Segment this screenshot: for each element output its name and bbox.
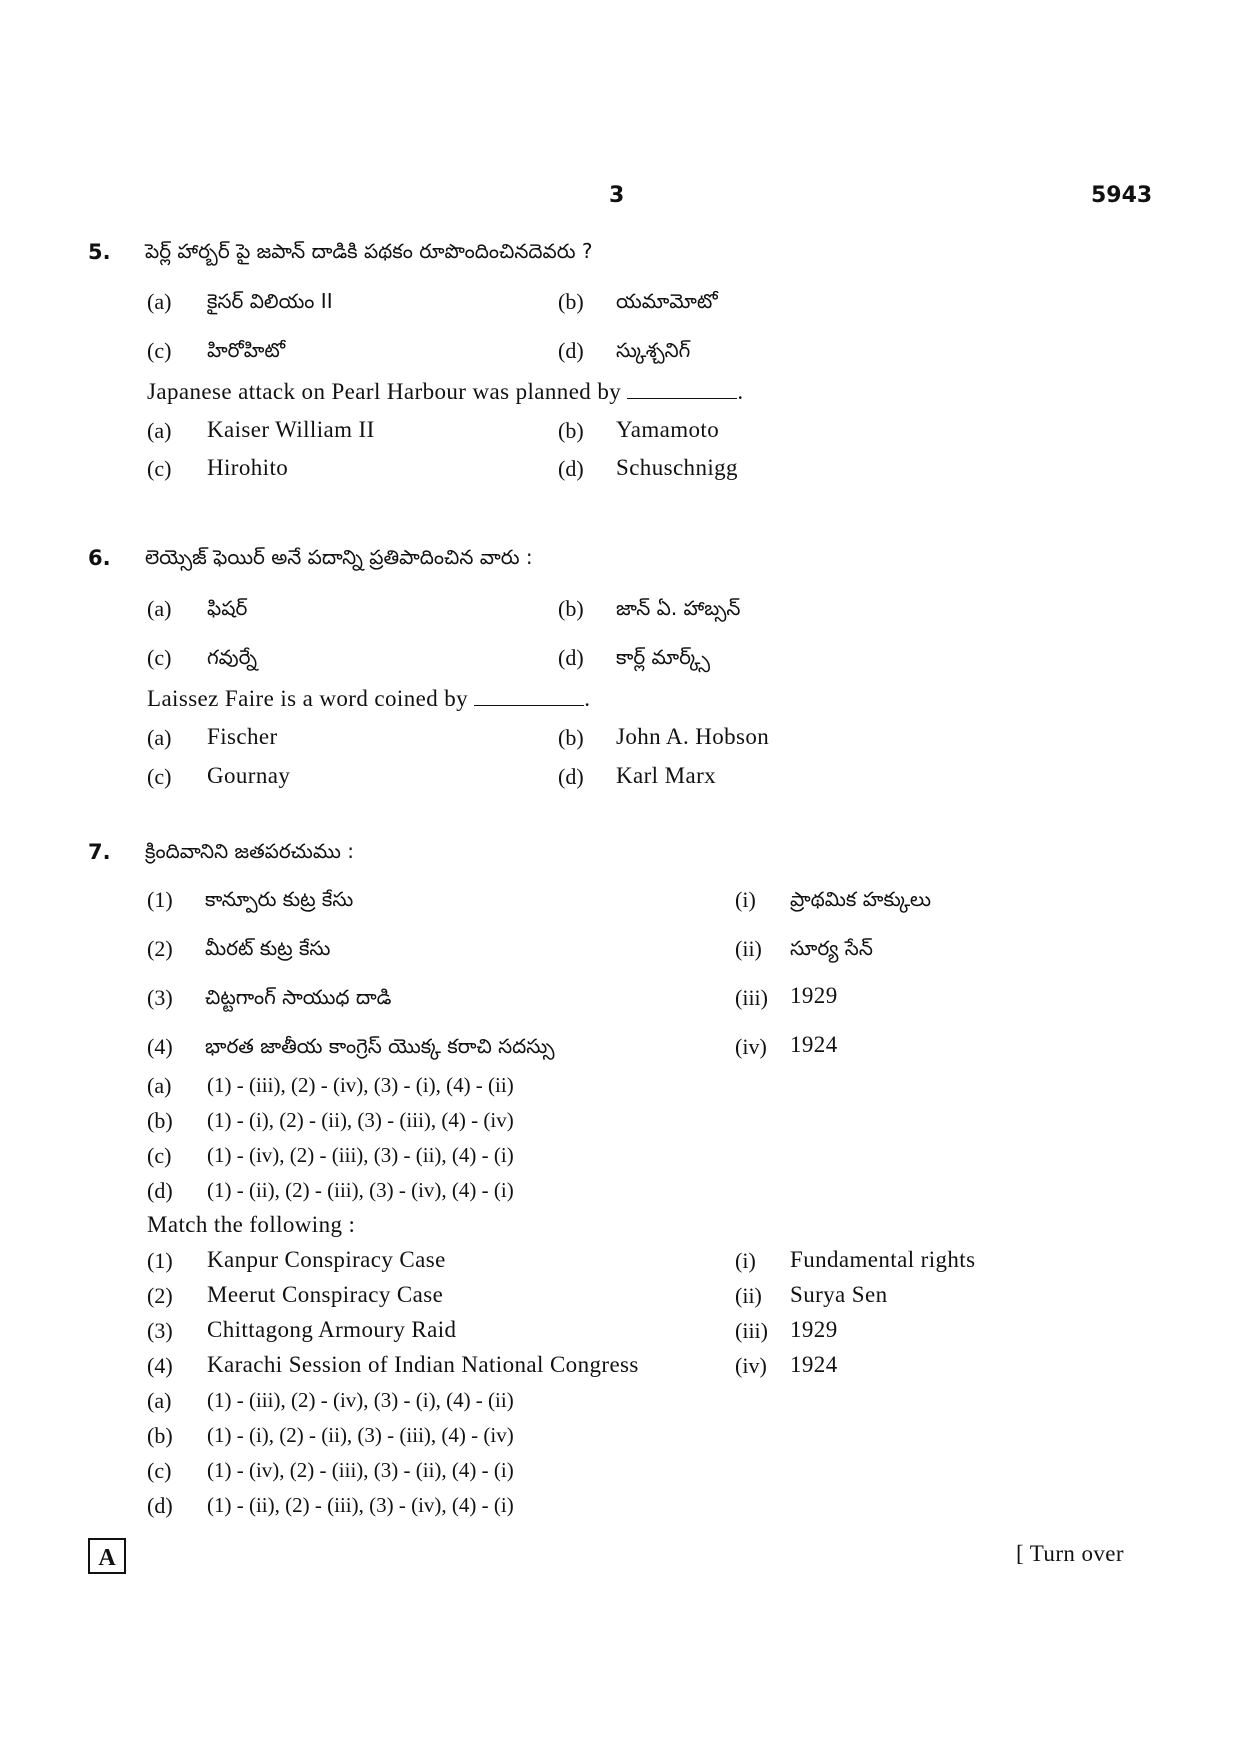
question-text-telugu: లెయ్సెజ్ ఫెయిర్ అనే పదాన్ని ప్రతిపాదించిన వారు : [145, 545, 533, 569]
option-marker: (d) [558, 456, 584, 481]
option-marker: (b) [147, 1108, 173, 1133]
paper-code: 5943 [1091, 183, 1153, 208]
option-text: (1) - (iv), (2) - (iii), (3) - (ii), (4) - (i) [207, 1458, 514, 1482]
match-right-marker: (i) [735, 1248, 756, 1273]
match-left-english: Karachi Session of Indian National Congress [207, 1352, 639, 1377]
option-text: (1) - (ii), (2) - (iii), (3) - (iv), (4) - (i) [207, 1493, 514, 1517]
turn-over-note: [ Turn over [1016, 1541, 1124, 1566]
match-right-english: 1929 [790, 1317, 838, 1342]
option-text-telugu: జాన్ ఏ. హాబ్సన్ [616, 596, 741, 620]
match-right-marker: (iv) [735, 1353, 767, 1378]
question-text-english: Japanese attack on Pearl Harbour was planned by . [147, 379, 744, 404]
option-marker: (b) [558, 289, 584, 314]
question-number: 5. [88, 240, 111, 264]
match-right-telugu: 1929 [790, 983, 838, 1008]
option-marker: (c) [147, 1143, 172, 1168]
option-text: (1) - (iii), (2) - (iv), (3) - (i), (4) - (ii) [207, 1073, 514, 1097]
match-left-english: Meerut Conspiracy Case [207, 1282, 444, 1307]
match-right-marker: (ii) [735, 936, 762, 961]
option-marker: (d) [558, 338, 584, 363]
option-text-english: John A. Hobson [616, 724, 770, 749]
match-right-telugu: సూర్య సేన్ [790, 936, 873, 960]
option-marker: (b) [558, 725, 584, 750]
option-text-english: Schuschnigg [616, 455, 738, 480]
match-left-marker: (2) [147, 1283, 173, 1308]
option-marker: (d) [147, 1178, 173, 1203]
option-text-english: Karl Marx [616, 763, 717, 788]
option-text-english: Gournay [207, 763, 291, 788]
option-marker: (a) [147, 1073, 172, 1098]
match-right-telugu: ప్రాథమిక హక్కులు [790, 887, 932, 911]
option-text: (1) - (ii), (2) - (iii), (3) - (iv), (4) - (i) [207, 1178, 514, 1202]
match-left-marker: (3) [147, 985, 173, 1010]
option-marker: (c) [147, 764, 172, 789]
option-marker: (d) [147, 1493, 173, 1518]
question-text-telugu: క్రిందివానిని జతపరచుము : [145, 839, 355, 863]
option-marker: (d) [558, 764, 584, 789]
option-text: (1) - (iv), (2) - (iii), (3) - (ii), (4) - (i) [207, 1143, 514, 1167]
match-left-marker: (1) [147, 1248, 173, 1273]
match-left-marker: (1) [147, 887, 173, 912]
match-right-marker: (iii) [735, 985, 768, 1010]
option-marker: (b) [147, 1423, 173, 1448]
page-number: 3 [609, 183, 625, 208]
answer-blank [627, 380, 737, 399]
option-text: (1) - (i), (2) - (ii), (3) - (iii), (4) - (iv) [207, 1423, 514, 1447]
question-text-telugu: పెర్ల్ హార్బర్ పై జపాన్ దాడికి పథకం రూపొందించినదెవరు ? [145, 239, 593, 263]
option-text-telugu: స్కుశ్చనిగ్ [616, 338, 691, 362]
match-left-marker: (3) [147, 1318, 173, 1343]
option-marker: (c) [147, 456, 172, 481]
option-marker: (c) [147, 1458, 172, 1483]
series-code-box: A [88, 1538, 126, 1574]
option-text-telugu: కార్ల్ మార్క్స్ [616, 645, 710, 669]
option-text-telugu: కైసర్ విలియం II [207, 289, 333, 313]
option-marker: (a) [147, 725, 172, 750]
answer-blank [474, 687, 584, 706]
option-marker: (b) [558, 596, 584, 621]
option-text-telugu: హిరోహిటో [207, 338, 286, 362]
match-left-english: Kanpur Conspiracy Case [207, 1247, 446, 1272]
option-text: (1) - (iii), (2) - (iv), (3) - (i), (4) - (ii) [207, 1388, 514, 1412]
question-number: 6. [88, 546, 111, 570]
match-right-english: Surya Sen [790, 1282, 888, 1307]
option-text-telugu: యమామోటో [616, 289, 718, 313]
match-right-marker: (iii) [735, 1318, 768, 1343]
question-text-english: Match the following : [147, 1212, 356, 1237]
option-marker: (b) [558, 418, 584, 443]
option-marker: (c) [147, 645, 172, 670]
option-text-telugu: ఫిషర్ [207, 596, 248, 620]
match-right-english: Fundamental rights [790, 1247, 976, 1272]
option-marker: (a) [147, 596, 172, 621]
option-text-english: Kaiser William II [207, 417, 375, 442]
match-right-english: 1924 [790, 1352, 838, 1377]
match-right-marker: (iv) [735, 1034, 767, 1059]
question-number: 7. [88, 840, 111, 864]
option-marker: (a) [147, 289, 172, 314]
match-left-marker: (2) [147, 936, 173, 961]
option-text-english: Fischer [207, 724, 278, 749]
match-right-marker: (i) [735, 887, 756, 912]
option-marker: (a) [147, 418, 172, 443]
match-left-marker: (4) [147, 1353, 173, 1378]
match-left-telugu: చిట్టగాంగ్ సాయుధ దాడి [205, 985, 392, 1009]
match-left-english: Chittagong Armoury Raid [207, 1317, 457, 1342]
option-text-english: Yamamoto [616, 417, 720, 442]
option-marker: (c) [147, 338, 172, 363]
option-marker: (a) [147, 1388, 172, 1413]
match-left-marker: (4) [147, 1034, 173, 1059]
option-text: (1) - (i), (2) - (ii), (3) - (iii), (4) - (iv) [207, 1108, 514, 1132]
match-right-marker: (ii) [735, 1283, 762, 1308]
match-right-telugu: 1924 [790, 1032, 838, 1057]
match-left-telugu: మీరట్ కుట్ర కేసు [205, 936, 331, 960]
match-left-telugu: కాన్పూరు కుట్ర కేసు [205, 887, 354, 911]
match-left-telugu: భారత జాతీయ కాంగ్రెస్ యొక్క కరాచి సదస్సు [205, 1034, 555, 1058]
option-text-english: Hirohito [207, 455, 289, 480]
option-text-telugu: గవుర్నే [207, 645, 257, 669]
question-text-english: Laissez Faire is a word coined by . [147, 686, 591, 711]
option-marker: (d) [558, 645, 584, 670]
